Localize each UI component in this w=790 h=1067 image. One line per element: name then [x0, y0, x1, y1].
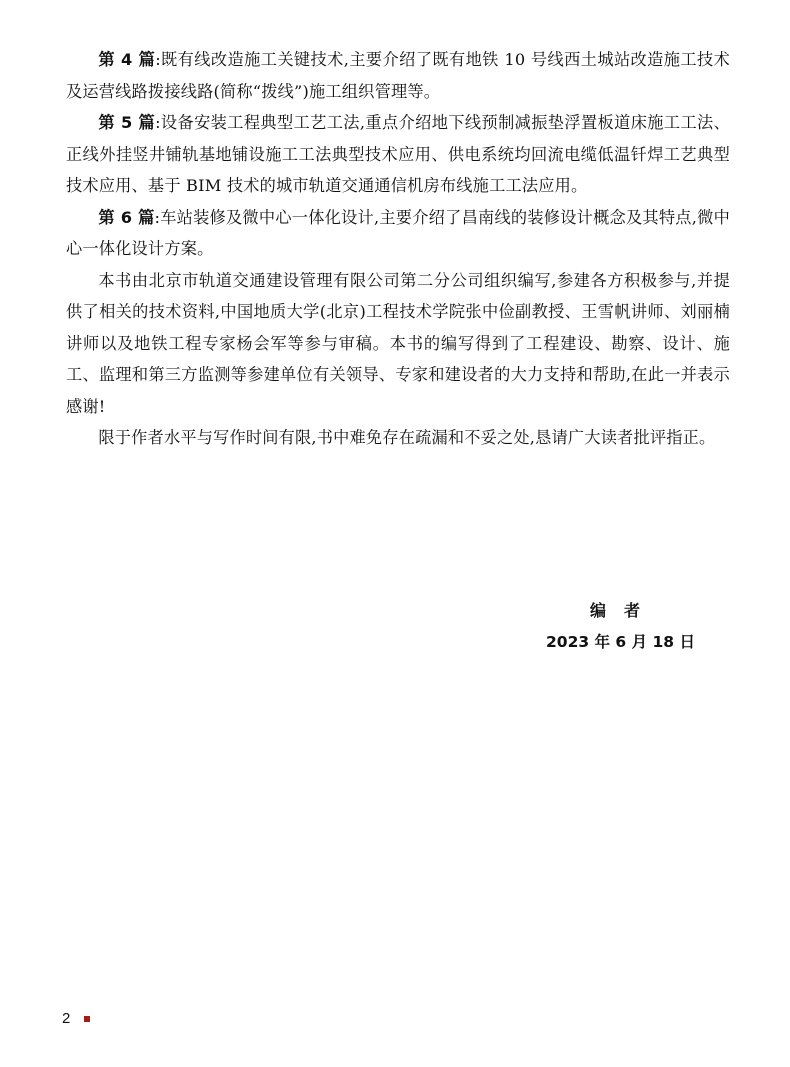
paragraph-text: :既有线改造施工关键技术,主要介绍了既有地铁 10 号线西土城站改造施工技术及运营线路拨接线路(简称“拨线”)施工组织管理等。	[66, 50, 730, 101]
signature-date: 2023 年 6 月 18 日	[546, 633, 695, 651]
paragraph-acknowledgement	[66, 265, 730, 423]
preface-body	[66, 44, 730, 454]
part-label: 第 6 篇	[98, 207, 155, 227]
paragraph-text: 本书由北京市轨道交通建设管理有限公司第二分公司组织编写,参建各方积极参与,并提供了相关的技术资料,中国地质大学(北京)工程技术学院张中俭副教授、王雪帆讲师、刘丽楠讲师以及地铁工程专家杨会军等参与审稿。本书的编写得到了工程建设、勘察、设计、施工、监理和第三方监测等参建单位有关领导、专家和建设者的大力支持和帮助,在此一并表示感谢!	[66, 270, 730, 416]
part-label: 第 5 篇	[98, 113, 156, 132]
page-footer	[62, 1010, 90, 1027]
square-marker-icon	[84, 1016, 90, 1022]
part-label: 第 4 篇	[98, 50, 156, 69]
paragraph-part-4	[66, 44, 730, 107]
paragraph-text: 限于作者水平与写作时间有限,书中难免存在疏漏和不妥之处,恳请广大读者批评指正。	[98, 428, 716, 447]
paragraph-part-5	[66, 107, 730, 202]
paragraph-text: :设备安装工程典型工艺工法,重点介绍地下线预制减振垫浮置板道床施工工法、正线外挂竖井铺轨基地铺设施工工法典型技术应用、供电系统均回流电缆低温钎焊工艺典型技术应用、基于 BIM 技术的城市轨道交通通信机房布线施工工法应用。	[66, 113, 730, 195]
paragraph-disclaimer	[66, 422, 730, 454]
paragraph-text: :车站装修及微中心一体化设计,主要介绍了昌南线的装修设计概念及其特点,微中心一体化设计方案。	[66, 207, 730, 258]
signature-author: 编者	[590, 601, 659, 620]
paragraph-part-6	[66, 202, 730, 265]
page-number: 2	[62, 1010, 71, 1027]
